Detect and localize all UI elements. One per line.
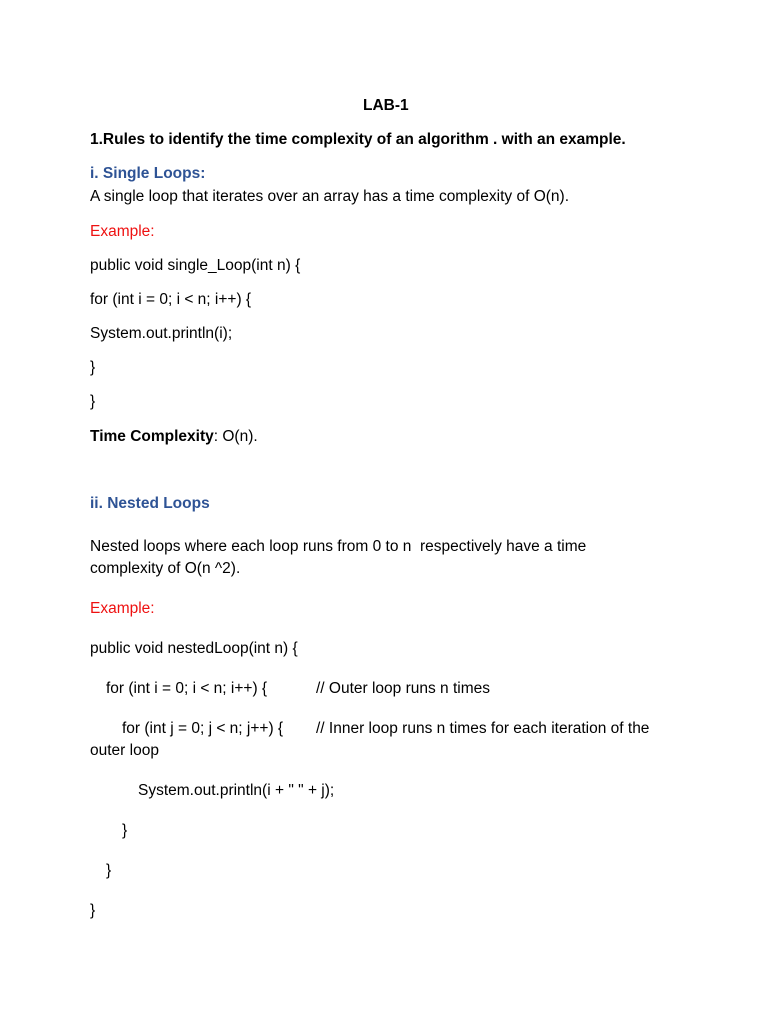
- code-line: }: [90, 902, 96, 919]
- code-comment: // Outer loop runs n times: [316, 680, 491, 697]
- code-line: }: [90, 359, 96, 376]
- single-loops-description: A single loop that iterates over an array has a time complexity of O(n).: [90, 188, 570, 205]
- code-line: }: [106, 862, 112, 879]
- code-line: for (int i = 0; i < n; i++) {: [106, 680, 268, 697]
- section-heading-single-loops: i. Single Loops:: [90, 165, 206, 182]
- code-line: public void single_Loop(int n) {: [90, 257, 301, 274]
- code-line: for (int j = 0; j < n; j++) {: [122, 720, 284, 737]
- code-line: public void nestedLoop(int n) {: [90, 640, 298, 657]
- code-comment: // Inner loop runs n times for each iteration of the: [316, 720, 650, 737]
- lab-title: LAB-1: [363, 97, 409, 114]
- nested-loops-description-2: complexity of O(n ^2).: [90, 560, 241, 577]
- time-complexity-value: : O(n).: [213, 428, 258, 445]
- time-complexity-line: [90, 426, 258, 448]
- nested-loops-description-1: Nested loops where each loop runs from 0 to n respectively have a time: [90, 538, 587, 555]
- code-line: for (int i = 0; i < n; i++) {: [90, 291, 252, 308]
- code-line: System.out.println(i);: [90, 325, 233, 342]
- example-label-2: Example:: [90, 600, 155, 617]
- section-heading-nested-loops: ii. Nested Loops: [90, 495, 210, 512]
- code-line: System.out.println(i + " " + j);: [138, 782, 335, 799]
- time-complexity-label: Time Complexity: [90, 428, 214, 445]
- code-line: }: [90, 393, 96, 410]
- code-comment-wrap: outer loop: [90, 742, 159, 759]
- code-line: }: [122, 822, 128, 839]
- question-heading: 1.Rules to identify the time complexity of an algorithm . with an example.: [90, 131, 626, 148]
- example-label-1: Example:: [90, 223, 155, 240]
